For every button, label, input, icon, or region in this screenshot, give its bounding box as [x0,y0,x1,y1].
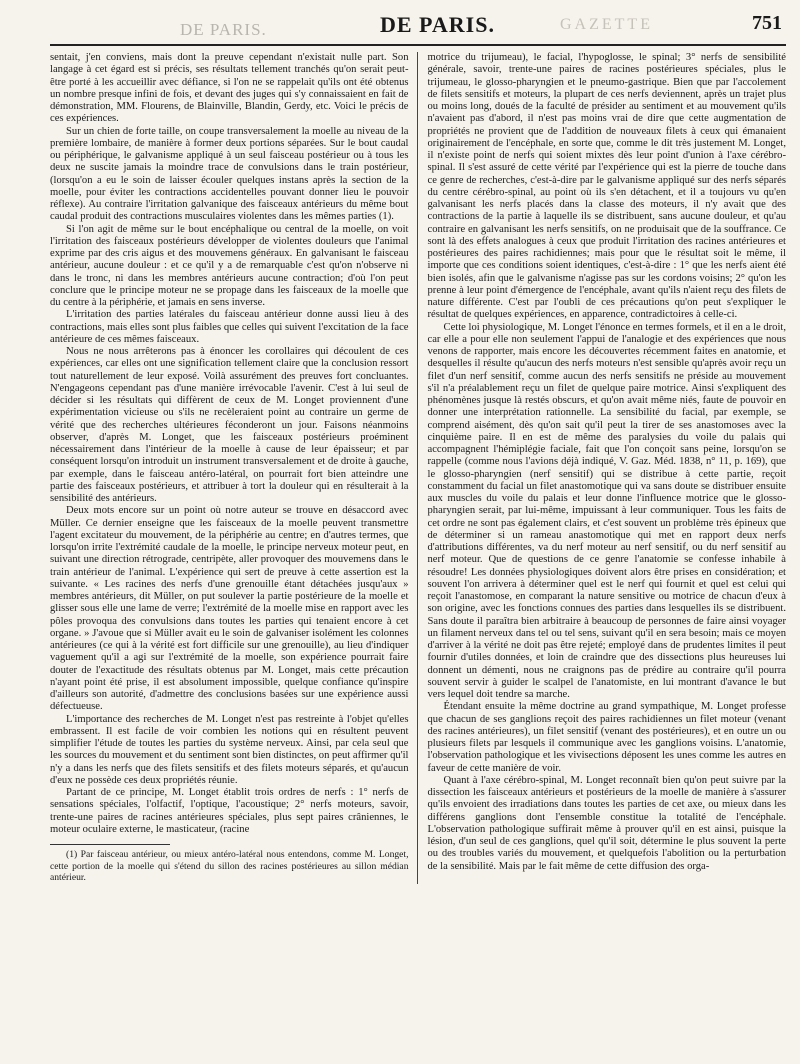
footnote-divider [50,844,170,845]
bleedthrough-text-right: GAZETTE [560,16,653,33]
paragraph: Partant de ce principe, M. Longet établit trois ordres de nerfs : 1° nerfs de sensations spéciales, l'olfactif, l'optique, l'acoustique; 2° nerfs moteurs, savoir, trente-une paires de racines antérieures spéciales, plus sept paires crâniennes, le moteur oculaire externe, le masticateur, (racine [50,787,409,835]
paragraph: Quant à l'axe cérébro-spinal, M. Longet reconnaît bien qu'on peut suivre par la dissection les faisceaux antérieurs et postérieurs de la moelle de manière à s'assurer qu'ils envoient des irradiations dans toutes les parties de cet axe, ou mieux dans les différens ganglions dont l'ensemble constitue la totalité de l'encéphale. L'observation pathologique suffirait même à prouver qu'il en est ainsi, puisque la lésion, d'un seul de ces ganglions, quel qu'il soit, détermine le plus souvent la perte ou des troubles variés du mouvement, et quelquefois l'abolition ou la perturbation de la sensibilité. Mais par le fait même de cette diffusion des orga- [427,774,786,872]
page-number: 751 [752,12,782,34]
paragraph: Nous ne nous arrêterons pas à énoncer les corollaires qui découlent de ces expériences, car elles ont une signification tellement claire que la conclusion ressort tout naturellement de leur exposé. Voilà assurément des preuves fort concluantes. N'engageons cependant pas d'une manière irrévocable l'avenir. C'est à lui seul de décider si les résultats qui diffèrent de ceux de M. Longet proviennent d'une expérimentation vicieuse ou s'ils ne recèleraient point au contraire un germe de vérité que des recherches ultérieures féconderont un jour. Faisons néanmoins observer, d'après M. Longet, que les faisceaux postérieurs proéminent nécessairement dans l'intérieur de la moelle à cause de leur épaisseur; et par conséquent lorsqu'on introduit un instrument transversalement et de droite à gauche, par exemple, dans le faisceau antéro-latéral, on pourrait fort bien atteindre une partie des faisceaux postérieurs, et attribuer à tort la douleur qui en résulterait à la sensibilité des antérieurs. [50,346,409,504]
text-columns [50,52,786,884]
paragraph: L'importance des recherches de M. Longet n'est pas restreinte à l'objet qu'elles embrassent. Il est facile de voir combien les notions qui en résultent peuvent simplifier l'étude de toutes les parties du système nerveux. Ainsi, par cela seul que les sources du mouvement et du sentiment sont bien distinctes, on peut affirmer qu'il n'y a dans les nerfs que des filets sensitifs et des filets moteurs séparés, et qu'aucun d'eux ne possède ces deux propriétés réunie. [50,713,409,786]
left-column [50,52,418,884]
paragraph: Deux mots encore sur un point où notre auteur se trouve en désaccord avec Müller. Ce dernier enseigne que les faisceaux de la moelle peuvent transmettre l'agent excitateur du mouvement, de la périphérie au centre; en d'autres termes, que lorsqu'on irrite l'extrémité caudale de la moelle, le principe nerveux moteur peut, en suivant une direction rétrograde, centripète, aller provoquer des mouvemens dans le train antérieur de l'animal. L'expérience qui sert de preuve à cette assertion est la suivante. « Les racines des nerfs d'une grenouille étant détachées jusqu'aux » membres antérieurs, dit Müller, on put soulever la partie postérieure de la moelle et glisser sous elle une lame de verre; l'extrémité de la moelle mise en rapport avec les pôles provoqua des convulsions dans toutes les parties qui tenaient encore à cet organe. » J'avoue que si Müller avait eu le soin de galvaniser isolément les colonnes antérieures (ce qui à la vérité est fort difficile sur une grenouille), au lieu d'indiquer vaguement qu'il a agi sur l'extrémité de la moelle, son expérience pourrait faire douter de l'exactitude des résultats obtenus par M. Longet, mais cette précaution n'ayant point été prise, il est absolument impossible, quelque confiance qu'inspire d'ailleurs son autorité, d'admettre des conclusions basées sur une expérience aussi défectueuse. [50,505,409,713]
paragraph: motrice du trijumeau), le facial, l'hypoglosse, le spinal; 3° nerfs de sensibilité générale, savoir, trente-une paires de racines postérieures spéciales, plus le trijumeau, le glosso-pharyngien et le pneumo-gastrique. Bien que par l'accolement de filets sensitifs et moteurs, la plupart de ces nerfs deviennent, après un trajet plus ou moins long, doués de la faculté de présider au sentiment et au mouvement qu'ils n'avaient pas d'abord, il n'est pas moins vrai de dire que cette augmentation de propriétés ne provient que de l'addition de nouveaux filets à ceux qui émanaient originairement de l'encéphale, en sorte que, comme le dit très justement M. Longet, il n'existe point de nerfs qui soient mixtes dès leur point d'union à l'axe cérébro-spinal. Il s'est assuré de cette vérité par l'expérience qui est la pierre de touche dans ce genre de recherches, c'est-à-dire par le galvanisme appliqué sur des nerfs séparés du centre cérébro-spinal, au point où ils s'en détachent, et il a toujours vu qu'en galvanisant les nerfs placés dans la classe des moteurs, il n'y avait que des contractions de la partie à laquelle ils se distribuent, sans aucune douleur, et qu'au contraire en galvanisant les nerfs sensitifs, on ne produisait que de la souffrance. Ce sont là des effets analogues à ceux que produit l'irritation des racines antérieures et postérieures des paires rachidiennes; mais pour que le résultat soit le même, il importe que ces conditions soient identiques, c'est-à-dire : 1° que les nerfs aient été bien isolés, afin que le galvanisme n'agisse pas sur les cordons voisins; 2° qu'on les prenne à leur point d'émergence de l'encéphale, avant qu'ils n'aient reçu des filets de nature différente. C'est par l'oubli de ces précautions qu'on peut s'expliquer le résultat de quelques expériences, en apparence, contradictoires à celle-ci. [427,52,786,321]
footnote: (1) Par faisceau antérieur, ou mieux antéro-latéral nous entendons, comme M. Longet, cette portion de la moelle qui s'étend du sillon des racines postérieures au sillon médian antérieur. [50,849,409,883]
right-column [428,52,787,884]
running-title: DE PARIS. [380,12,495,37]
paragraph: Sur un chien de forte taille, on coupe transversalement la moelle au niveau de la première lombaire, de manière à former deux portions séparées. Sur le bout caudal ou périphérique, le galvanisme appliqué à un seul faisceau postérieur ou à tous les deux ne suscite jamais la moindre trace de convulsions dans le train postérieur, (lorsqu'on a eu le soin de laisser écouler quelques instans après la section de la moelle, pour éviter les contractions accidentelles pouvant donner lieu le pouvoir réflexe). Au contraire l'irritation galvanique des faisceaux antérieurs du même bout caudal produit des contractions musculaires violentes dans les mêmes parties (1). [50,125,409,223]
paragraph: Cette loi physiologique, M. Longet l'énonce en termes formels, et il en a le droit, car elle a pour elle non seulement l'appui de l'analogie et des expériences que nous venons de rapporter, mais encore les découvertes récemment faites en anatomie, et desquelles il résulte qu'aucun des nerfs moteurs n'est sensible qu'après avoir reçu un filet d'un nerf sensitif, comme aucun des nerfs sensitifs ne préside au mouvement s'il n'a préalablement reçu un filet de quelque paire motrice. Ainsi s'expliquent des phénomènes jusque là restés obscurs, et qu'on avait même niés, faute de pouvoir en donner une interprétation rationnelle. La sensibilité du facial, par exemple, se comprend aisément, dès qu'on sait qu'il peut la tirer de ses anastomoses avec la cinquième paire. Il en est de même des paralysies du voile du palais qui accompagnent l'hémiplégie faciale, fait que l'on conçoit sans peine, lorsqu'on se rappelle (comme nous l'avions déjà indiqué, V. Gaz. Méd. 1838, n° 11, p. 169), que le glosso-pharyngien (nerf sensitif) qui se distribue à cette partie, reçoit constamment du facial un filet anastomotique qui va sans doute se distribuer ensuite aux muscles du voile du palais et leur donne l'influence motrice que le glosso-pharyngien serait, par lui-même, impuissant à leur communiquer. Tous les faits de cet ordre ne sont pas également clairs, et c'est souvent un problème très épineux que de déterminer si un rameau anastomotique qui met en rapport deux nerfs d'attributions différentes, va du nerf moteur au nerf sensitif, ou du nerf sensitif au nerf moteur. Que de questions de ce genre l'anatomie se confesse inhabile à résoudre! Les données physiologiques doivent alors être prises en considération; et souvent l'on arrivera à déterminer quel est le nerf qui fournit et quel est celui qui reçoit l'anastomose, en comparant la nature sensitive ou motrice de chacun d'eux à son origine, avec les fonctions connues des parties dans lesquelles ils se distribuent. Sans doute il paraîtra bien arbitraire à beaucoup de personnes de faire ainsi voyager un filament nerveux dans tel ou tel sens, suivant qu'il en sera besoin; mais ce moyen d'arriver à la vérité ne doit pas être rejeté; employé dans de prudentes limites il peut fournir d'utiles données, et loin de craindre que des dissections plus heureuses lui donnent un démenti, nous ne craignons pas de prédire au contraire qu'il pourra souvent servir à guider le scalpel de l'anatomiste, en lui montrant d'avance le but vers lequel doit tendre sa marche. [427,321,786,700]
page-header [50,6,786,46]
paragraph: L'irritation des parties latérales du faisceau antérieur donne aussi lieu à des contractions, mais elles sont plus faibles que celles qui suivent l'excitation de la face antérieure de ces mêmes faisceaux. [50,309,409,345]
paragraph: Si l'on agit de même sur le bout encéphalique ou central de la moelle, on voit l'irritation des faisceaux postérieurs développer de violentes douleurs que l'animal exprime par des cris aigus et des mouvemens généraux. En galvanisant le faisceau antérieur, aucune douleur : et ce qu'il y a de remarquable c'est qu'on n'observe ni dans le tronc, ni dans les membres antérieurs aucune contraction; d'où l'on peut conclure que le principe moteur ne se propage dans les faisceaux de la moelle que du centre à la périphérie, et jamais en sens inverse. [50,223,409,308]
paragraph: sentait, j'en conviens, mais dont la preuve cependant n'existait nulle part. Son langage à cet égard est si précis, ses résultats tellement tranchés qu'on serait peut-être porté à les accueillir avec défiance, si l'on ne se rappelait qu'ils ont été obtenus un nombre presque infini de fois, et devant des juges qui s'y connaissaient en fait de démonstration, MM. Flourens, de Blainville, Blandin, Gerdy, etc. Voici le précis de ces expériences. [50,52,409,125]
paragraph: Étendant ensuite la même doctrine au grand sympathique, M. Longet professe que chacun de ses ganglions reçoit des paires rachidiennes un filet moteur (venant des racines antérieures), un filet sensitif (venant des postérieures), et en outre un ou plusieurs filets par lesquels il communique avec les ganglions voisins. L'anatomie, l'observation pathologique et les vivisections déposent les unes comme les autres en faveur de cette manière de voir. [427,701,786,774]
bleedthrough-text: DE PARIS. [180,20,267,39]
